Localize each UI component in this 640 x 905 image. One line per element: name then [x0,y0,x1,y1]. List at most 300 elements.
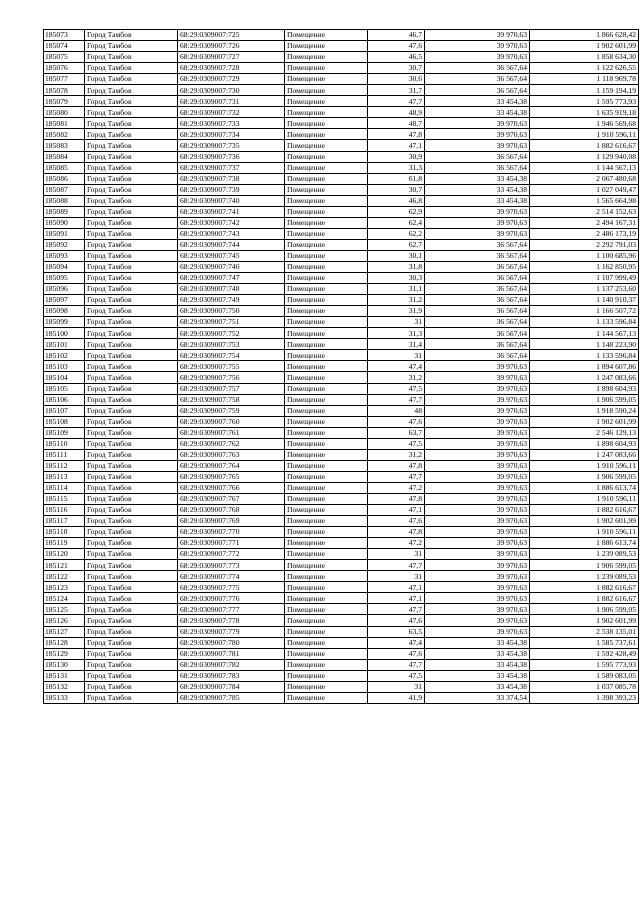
cell-row-number: 185077 [44,74,85,85]
cell-row-number: 185100 [44,328,85,339]
cell-object-type: Помещение [285,593,368,604]
cell-cadastral-number: 68:29:0309007:764 [178,460,285,471]
cell-specific-value: 33 454,38 [425,195,530,206]
cell-city: Город Тамбов [85,339,178,350]
table-row [44,129,639,140]
cell-cadastral-value: 1 910 596,11 [530,460,639,471]
cell-area: 47,6 [368,41,425,52]
cell-object-type: Помещение [285,85,368,96]
cell-city: Город Тамбов [85,350,178,361]
cell-city: Город Тамбов [85,295,178,306]
cell-specific-value: 39 970,63 [425,118,530,129]
cell-area: 31,1 [368,284,425,295]
cell-cadastral-value: 1 882 616,67 [530,582,639,593]
cell-row-number: 185082 [44,129,85,140]
cell-specific-value: 39 970,63 [425,593,530,604]
cell-cadastral-value: 1 595 773,93 [530,96,639,107]
cell-cadastral-value: 1 902 601,99 [530,516,639,527]
cell-object-type: Помещение [285,74,368,85]
cell-object-type: Помещение [285,52,368,63]
cell-cadastral-value: 1 592 428,49 [530,648,639,659]
cell-specific-value: 36 567,64 [425,284,530,295]
cell-specific-value: 39 970,63 [425,405,530,416]
cell-city: Город Тамбов [85,582,178,593]
cell-city: Город Тамбов [85,30,178,41]
cell-object-type: Помещение [285,273,368,284]
cell-specific-value: 36 567,64 [425,151,530,162]
cell-cadastral-value: 1 133 596,84 [530,350,639,361]
cell-cadastral-number: 68:29:0309007:783 [178,670,285,681]
table-row [44,571,639,582]
cell-city: Город Тамбов [85,306,178,317]
cell-city: Город Тамбов [85,217,178,228]
table-row [44,239,639,250]
cell-row-number: 185129 [44,648,85,659]
cell-row-number: 185073 [44,30,85,41]
cell-cadastral-number: 68:29:0309007:740 [178,195,285,206]
table-row [44,372,639,383]
cell-cadastral-number: 68:29:0309007:747 [178,273,285,284]
cell-specific-value: 39 970,63 [425,361,530,372]
cell-cadastral-value: 2 067 480,68 [530,173,639,184]
cell-specific-value: 36 567,64 [425,250,530,261]
cell-object-type: Помещение [285,140,368,151]
cell-cadastral-value: 1 918 590,24 [530,405,639,416]
cell-area: 63,7 [368,427,425,438]
cell-cadastral-number: 68:29:0309007:725 [178,30,285,41]
cell-row-number: 185087 [44,184,85,195]
cell-cadastral-value: 1 635 919,18 [530,107,639,118]
cell-object-type: Помещение [285,692,368,703]
cell-area: 31,9 [368,306,425,317]
cell-cadastral-value: 1 882 616,67 [530,593,639,604]
table-row [44,549,639,560]
cell-cadastral-value: 1 247 083,66 [530,372,639,383]
cell-area: 31 [368,681,425,692]
cell-row-number: 185096 [44,284,85,295]
cell-area: 31,3 [368,328,425,339]
table-row [44,74,639,85]
cell-area: 47,8 [368,493,425,504]
cell-object-type: Помещение [285,416,368,427]
cell-object-type: Помещение [285,482,368,493]
cell-row-number: 185091 [44,228,85,239]
cell-city: Город Тамбов [85,328,178,339]
cell-city: Город Тамбов [85,394,178,405]
table-body [44,30,639,704]
cell-specific-value: 36 567,64 [425,261,530,272]
cell-object-type: Помещение [285,96,368,107]
cell-object-type: Помещение [285,670,368,681]
table-row [44,648,639,659]
cell-area: 47,2 [368,482,425,493]
cell-row-number: 185075 [44,52,85,63]
cell-area: 47,7 [368,604,425,615]
cell-cadastral-number: 68:29:0309007:743 [178,228,285,239]
cell-object-type: Помещение [285,284,368,295]
cell-cadastral-value: 1 129 940,08 [530,151,639,162]
cell-row-number: 185095 [44,273,85,284]
cell-object-type: Помещение [285,239,368,250]
cell-cadastral-number: 68:29:0309007:780 [178,637,285,648]
cell-specific-value: 36 567,64 [425,306,530,317]
cell-object-type: Помещение [285,516,368,527]
cell-city: Город Тамбов [85,405,178,416]
cell-city: Город Тамбов [85,438,178,449]
cell-cadastral-value: 1 882 616,67 [530,505,639,516]
cell-city: Город Тамбов [85,173,178,184]
cell-object-type: Помещение [285,394,368,405]
cell-object-type: Помещение [285,250,368,261]
cell-cadastral-value: 2 486 173,19 [530,228,639,239]
cell-cadastral-number: 68:29:0309007:730 [178,85,285,96]
cell-specific-value: 39 970,63 [425,549,530,560]
table-row [44,118,639,129]
cell-row-number: 185106 [44,394,85,405]
cell-cadastral-number: 68:29:0309007:766 [178,482,285,493]
cell-row-number: 185113 [44,471,85,482]
cell-specific-value: 36 567,64 [425,85,530,96]
cell-cadastral-number: 68:29:0309007:761 [178,427,285,438]
cell-object-type: Помещение [285,560,368,571]
cell-cadastral-value: 1 398 393,23 [530,692,639,703]
table-row [44,85,639,96]
cell-cadastral-value: 1 886 613,74 [530,538,639,549]
table-row [44,96,639,107]
cell-object-type: Помещение [285,261,368,272]
cell-area: 30,1 [368,250,425,261]
cell-row-number: 185126 [44,615,85,626]
cell-cadastral-number: 68:29:0309007:769 [178,516,285,527]
cell-area: 47,6 [368,615,425,626]
cell-object-type: Помещение [285,571,368,582]
cell-specific-value: 39 970,63 [425,460,530,471]
cell-cadastral-number: 68:29:0309007:784 [178,681,285,692]
cell-cadastral-number: 68:29:0309007:745 [178,250,285,261]
cell-city: Город Тамбов [85,284,178,295]
cell-area: 47,1 [368,505,425,516]
cell-cadastral-value: 1 027 049,47 [530,184,639,195]
cell-cadastral-number: 68:29:0309007:732 [178,107,285,118]
cell-cadastral-number: 68:29:0309007:758 [178,394,285,405]
cell-row-number: 185099 [44,317,85,328]
cell-row-number: 185103 [44,361,85,372]
cell-cadastral-number: 68:29:0309007:778 [178,615,285,626]
cell-object-type: Помещение [285,118,368,129]
cell-city: Город Тамбов [85,383,178,394]
cell-cadastral-number: 68:29:0309007:751 [178,317,285,328]
table-row [44,582,639,593]
cell-city: Город Тамбов [85,549,178,560]
cell-specific-value: 39 970,63 [425,41,530,52]
table-row [44,30,639,41]
cell-city: Город Тамбов [85,162,178,173]
cell-specific-value: 39 970,63 [425,582,530,593]
cell-cadastral-number: 68:29:0309007:731 [178,96,285,107]
cell-area: 47,1 [368,593,425,604]
cell-city: Город Тамбов [85,505,178,516]
cell-object-type: Помещение [285,30,368,41]
cell-area: 47,8 [368,460,425,471]
cell-cadastral-value: 1 585 737,61 [530,637,639,648]
cell-cadastral-number: 68:29:0309007:785 [178,692,285,703]
cell-cadastral-value: 1 247 083,66 [530,449,639,460]
cell-cadastral-number: 68:29:0309007:776 [178,593,285,604]
cell-specific-value: 39 970,63 [425,206,530,217]
cell-cadastral-number: 68:29:0309007:752 [178,328,285,339]
cell-cadastral-value: 1 906 599,05 [530,560,639,571]
cell-cadastral-number: 68:29:0309007:755 [178,361,285,372]
cell-object-type: Помещение [285,195,368,206]
cell-object-type: Помещение [285,471,368,482]
cell-area: 31 [368,571,425,582]
cell-cadastral-value: 1 162 850,95 [530,261,639,272]
table-row [44,162,639,173]
cell-cadastral-value: 1 906 599,05 [530,471,639,482]
table-row [44,670,639,681]
cell-specific-value: 36 567,64 [425,317,530,328]
cell-row-number: 185122 [44,571,85,582]
cell-object-type: Помещение [285,648,368,659]
cell-cadastral-number: 68:29:0309007:765 [178,471,285,482]
table-row [44,405,639,416]
cell-cadastral-number: 68:29:0309007:739 [178,184,285,195]
cell-object-type: Помещение [285,173,368,184]
table-row [44,107,639,118]
cell-cadastral-value: 1 148 223,90 [530,339,639,350]
table-row [44,615,639,626]
cell-city: Город Тамбов [85,250,178,261]
cell-object-type: Помещение [285,438,368,449]
cell-area: 30,7 [368,184,425,195]
cell-specific-value: 39 970,63 [425,449,530,460]
table-row [44,306,639,317]
cell-cadastral-number: 68:29:0309007:749 [178,295,285,306]
cell-area: 30,9 [368,151,425,162]
cell-area: 31,2 [368,449,425,460]
cell-cadastral-value: 1 137 253,60 [530,284,639,295]
cell-specific-value: 36 567,64 [425,350,530,361]
cell-cadastral-number: 68:29:0309007:773 [178,560,285,571]
cell-object-type: Помещение [285,295,368,306]
cell-specific-value: 33 454,38 [425,659,530,670]
cell-cadastral-number: 68:29:0309007:741 [178,206,285,217]
cell-city: Город Тамбов [85,460,178,471]
cell-city: Город Тамбов [85,140,178,151]
table-row [44,427,639,438]
cell-area: 30,3 [368,273,425,284]
cell-cadastral-value: 1 133 596,84 [530,317,639,328]
cell-row-number: 185123 [44,582,85,593]
cell-cadastral-value: 1 902 601,99 [530,41,639,52]
cell-row-number: 185115 [44,493,85,504]
cell-city: Город Тамбов [85,107,178,118]
cell-row-number: 185105 [44,383,85,394]
cell-specific-value: 36 567,64 [425,63,530,74]
cell-row-number: 185120 [44,549,85,560]
cell-specific-value: 39 970,63 [425,516,530,527]
cell-city: Город Тамбов [85,648,178,659]
cell-cadastral-value: 1 100 685,96 [530,250,639,261]
cell-object-type: Помещение [285,162,368,173]
cell-cadastral-value: 1 902 601,99 [530,416,639,427]
cell-row-number: 185085 [44,162,85,173]
cell-object-type: Помещение [285,107,368,118]
cell-city: Город Тамбов [85,670,178,681]
cell-specific-value: 33 454,38 [425,184,530,195]
table-row [44,151,639,162]
cell-row-number: 185088 [44,195,85,206]
cell-specific-value: 39 970,63 [425,217,530,228]
cell-cadastral-number: 68:29:0309007:768 [178,505,285,516]
cell-cadastral-number: 68:29:0309007:782 [178,659,285,670]
cell-city: Город Тамбов [85,206,178,217]
cell-area: 47,1 [368,140,425,151]
cell-cadastral-value: 1 910 596,11 [530,527,639,538]
table-row [44,681,639,692]
cell-area: 30,7 [368,63,425,74]
cell-object-type: Помещение [285,615,368,626]
cell-city: Город Тамбов [85,317,178,328]
cell-city: Город Тамбов [85,471,178,482]
cell-row-number: 185121 [44,560,85,571]
cell-cadastral-value: 1 902 601,99 [530,615,639,626]
table-row [44,593,639,604]
cell-city: Город Тамбов [85,41,178,52]
cell-specific-value: 33 454,38 [425,96,530,107]
cell-area: 46,5 [368,52,425,63]
cell-area: 31,2 [368,295,425,306]
table-row [44,626,639,637]
cell-cadastral-value: 2 494 167,31 [530,217,639,228]
table-row [44,295,639,306]
cell-area: 47,5 [368,438,425,449]
cell-cadastral-value: 1 140 910,37 [530,295,639,306]
cell-object-type: Помещение [285,637,368,648]
table-row [44,261,639,272]
cell-cadastral-number: 68:29:0309007:757 [178,383,285,394]
cell-object-type: Помещение [285,449,368,460]
cell-cadastral-number: 68:29:0309007:744 [178,239,285,250]
table-row [44,482,639,493]
cell-specific-value: 39 970,63 [425,140,530,151]
cell-specific-value: 33 374,54 [425,692,530,703]
cell-city: Город Тамбов [85,571,178,582]
table-row [44,604,639,615]
cell-specific-value: 39 970,63 [425,372,530,383]
cell-specific-value: 39 970,63 [425,626,530,637]
cell-cadastral-value: 1 910 596,11 [530,493,639,504]
cell-row-number: 185101 [44,339,85,350]
cell-row-number: 185110 [44,438,85,449]
cell-city: Город Тамбов [85,427,178,438]
cell-city: Город Тамбов [85,129,178,140]
cell-cadastral-value: 1 882 616,67 [530,140,639,151]
cell-specific-value: 33 454,38 [425,173,530,184]
cell-object-type: Помещение [285,184,368,195]
table-row [44,560,639,571]
cell-specific-value: 33 454,38 [425,681,530,692]
cell-row-number: 185124 [44,593,85,604]
table-row [44,339,639,350]
cell-area: 47,8 [368,527,425,538]
cell-object-type: Помещение [285,129,368,140]
cell-specific-value: 39 970,63 [425,482,530,493]
cell-cadastral-value: 1 866 628,42 [530,30,639,41]
cell-object-type: Помещение [285,383,368,394]
table-row [44,206,639,217]
cell-cadastral-number: 68:29:0309007:774 [178,571,285,582]
cell-specific-value: 39 970,63 [425,560,530,571]
cell-area: 47,6 [368,416,425,427]
cell-cadastral-value: 1 910 596,11 [530,129,639,140]
cell-area: 47,5 [368,670,425,681]
cell-cadastral-value: 1 894 607,86 [530,361,639,372]
cell-cadastral-number: 68:29:0309007:734 [178,129,285,140]
table-row [44,350,639,361]
cell-city: Город Тамбов [85,151,178,162]
cell-specific-value: 39 970,63 [425,604,530,615]
cell-row-number: 185116 [44,505,85,516]
cell-area: 41,9 [368,692,425,703]
cell-specific-value: 39 970,63 [425,571,530,582]
cell-row-number: 185128 [44,637,85,648]
cell-area: 46,8 [368,195,425,206]
cell-city: Город Тамбов [85,416,178,427]
cell-object-type: Помещение [285,405,368,416]
cell-row-number: 185127 [44,626,85,637]
cell-cadastral-number: 68:29:0309007:737 [178,162,285,173]
cell-row-number: 185130 [44,659,85,670]
cell-cadastral-number: 68:29:0309007:770 [178,527,285,538]
cell-area: 61,8 [368,173,425,184]
table-row [44,52,639,63]
cell-area: 31,3 [368,162,425,173]
cell-object-type: Помещение [285,339,368,350]
cell-area: 62,4 [368,217,425,228]
cell-city: Город Тамбов [85,361,178,372]
cell-city: Город Тамбов [85,96,178,107]
cell-row-number: 185111 [44,449,85,460]
cell-city: Город Тамбов [85,692,178,703]
cell-row-number: 185094 [44,261,85,272]
cell-area: 47,1 [368,582,425,593]
cell-cadastral-number: 68:29:0309007:746 [178,261,285,272]
cell-cadastral-value: 1 595 773,93 [530,659,639,670]
cell-area: 47,5 [368,383,425,394]
cell-row-number: 185074 [44,41,85,52]
cell-row-number: 185080 [44,107,85,118]
cell-city: Город Тамбов [85,239,178,250]
table-row [44,471,639,482]
table-row [44,538,639,549]
cell-object-type: Помещение [285,317,368,328]
cell-cadastral-value: 1 144 567,13 [530,162,639,173]
cell-cadastral-value: 2 538 135,01 [530,626,639,637]
cell-row-number: 185107 [44,405,85,416]
cell-cadastral-value: 1 122 626,55 [530,63,639,74]
cell-cadastral-value: 1 946 569,68 [530,118,639,129]
cell-cadastral-number: 68:29:0309007:735 [178,140,285,151]
cell-area: 62,9 [368,206,425,217]
cell-row-number: 185118 [44,527,85,538]
cell-cadastral-number: 68:29:0309007:781 [178,648,285,659]
cell-cadastral-number: 68:29:0309007:726 [178,41,285,52]
cell-specific-value: 36 567,64 [425,74,530,85]
table-row [44,692,639,703]
cell-object-type: Помещение [285,549,368,560]
cell-specific-value: 39 970,63 [425,228,530,239]
